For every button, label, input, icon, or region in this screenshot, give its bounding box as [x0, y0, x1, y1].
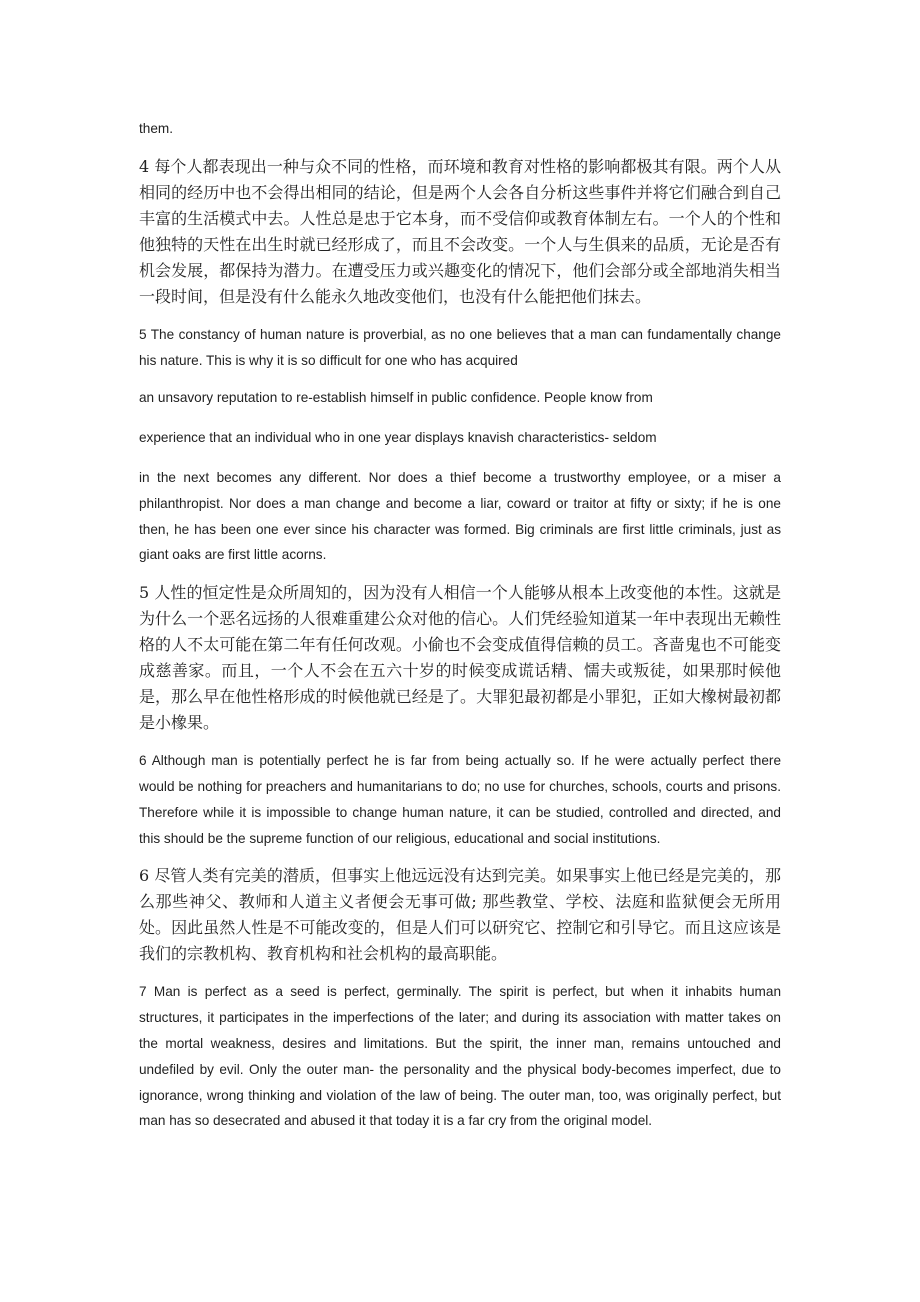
paragraph-5-english-part-4: in the next becomes any different. Nor does a thief become a trustworthy employee, or a miser a philanthropist. Nor does a man change and become a liar, coward or traitor at fifty or sixty; if he is one then, he has been one ever since his character was formed. Big criminals are first little criminals, just as giant oaks are first little acorns.: [139, 469, 781, 563]
paragraph-5-english-part-3: experience that an individual who in one year displays knavish characteristics- seldom: [139, 430, 657, 446]
paragraph-7-english: 7 Man is perfect as a seed is perfect, germinally. The spirit is perfect, but when it inhabits human structures, it participates in the imperfections of the later; and during its association with matter takes on the mortal weakness, desires and limitations. But the spirit, the inner man, remains untouched and undefiled by evil. Only the outer man- the personality and the physical body-becomes imperfect, due to ignorance, wrong thinking and violation of the law of being. The outer man, too, was originally perfect, but man has so desecrated and abused it that today it is a far cry from the original model.: [139, 984, 781, 1129]
paragraph-5-chinese: 5 人性的恒定性是众所周知的，因为没有人相信一个人能够从根本上改变他的本性。这就是为什么一个恶名远扬的人很难重建公众对他的信心。人们凭经验知道某一年中表现出无赖性格的人不太可能在第二年有任何改观。小偷也不会变成值得信赖的员工。吝啬鬼也不可能变成慈善家。而且，一个人不会在五六十岁的时候变成谎话精、懦夫或叛徒，如果那时候他是，那么早在他性格形成的时候他就已经是了。大罪犯最初都是小罪犯，正如大橡树最初都是小橡果。: [139, 583, 781, 733]
paragraph-6-english: 6 Although man is potentially perfect he is far from being actually so. If he were actually perfect there would be nothing for preachers and humanitarians to do; no use for churches, schools, courts and prisons. Therefore while it is impossible to change human nature, it can be studied, controlled and directed, and this should be the supreme function of our religious, educational and social institutions.: [139, 753, 781, 846]
paragraph-5-english-part-1: 5 The constancy of human nature is proverbial, as no one believes that a man can fundamentally change his nature. This is why it is so difficult for one who has acquired: [139, 326, 781, 368]
paragraph-5-english-part-2: an unsavory reputation to re-establish himself in public confidence. People know from: [139, 390, 653, 406]
paragraph-6-chinese: 6 尽管人类有完美的潜质，但事实上他远远没有达到完美。如果事实上他已经是完美的，那么那些神父、教师和人道主义者便会无事可做; 那些教堂、学校、法庭和监狱便会无所用处。因此虽然人性是不可能改变的，但是人们可以研究它、控制它和引导它。而且这应该是我们的宗教机构、教育机构和社会机构的最高职能。: [139, 866, 781, 964]
paragraph-4-chinese: 4 每个人都表现出一种与众不同的性格，而环境和教育对性格的影响都极其有限。两个人从相同的经历中也不会得出相同的结论，但是两个人会各自分析这些事件并将它们融合到自己丰富的生活模式中去。人性总是忠于它本身，而不受信仰或教育体制左右。一个人的个性和他独特的天性在出生时就已经形成了，而且不会改变。一个人与生俱来的品质，无论是否有机会发展，都保持为潜力。在遭受压力或兴趣变化的情况下，他们会部分或全部地消失相当一段时间，但是没有什么能永久地改变他们，也没有什么能把他们抹去。: [139, 156, 781, 306]
document-body: [139, 116, 781, 1146]
paragraph-continuation: them.: [139, 121, 173, 136]
